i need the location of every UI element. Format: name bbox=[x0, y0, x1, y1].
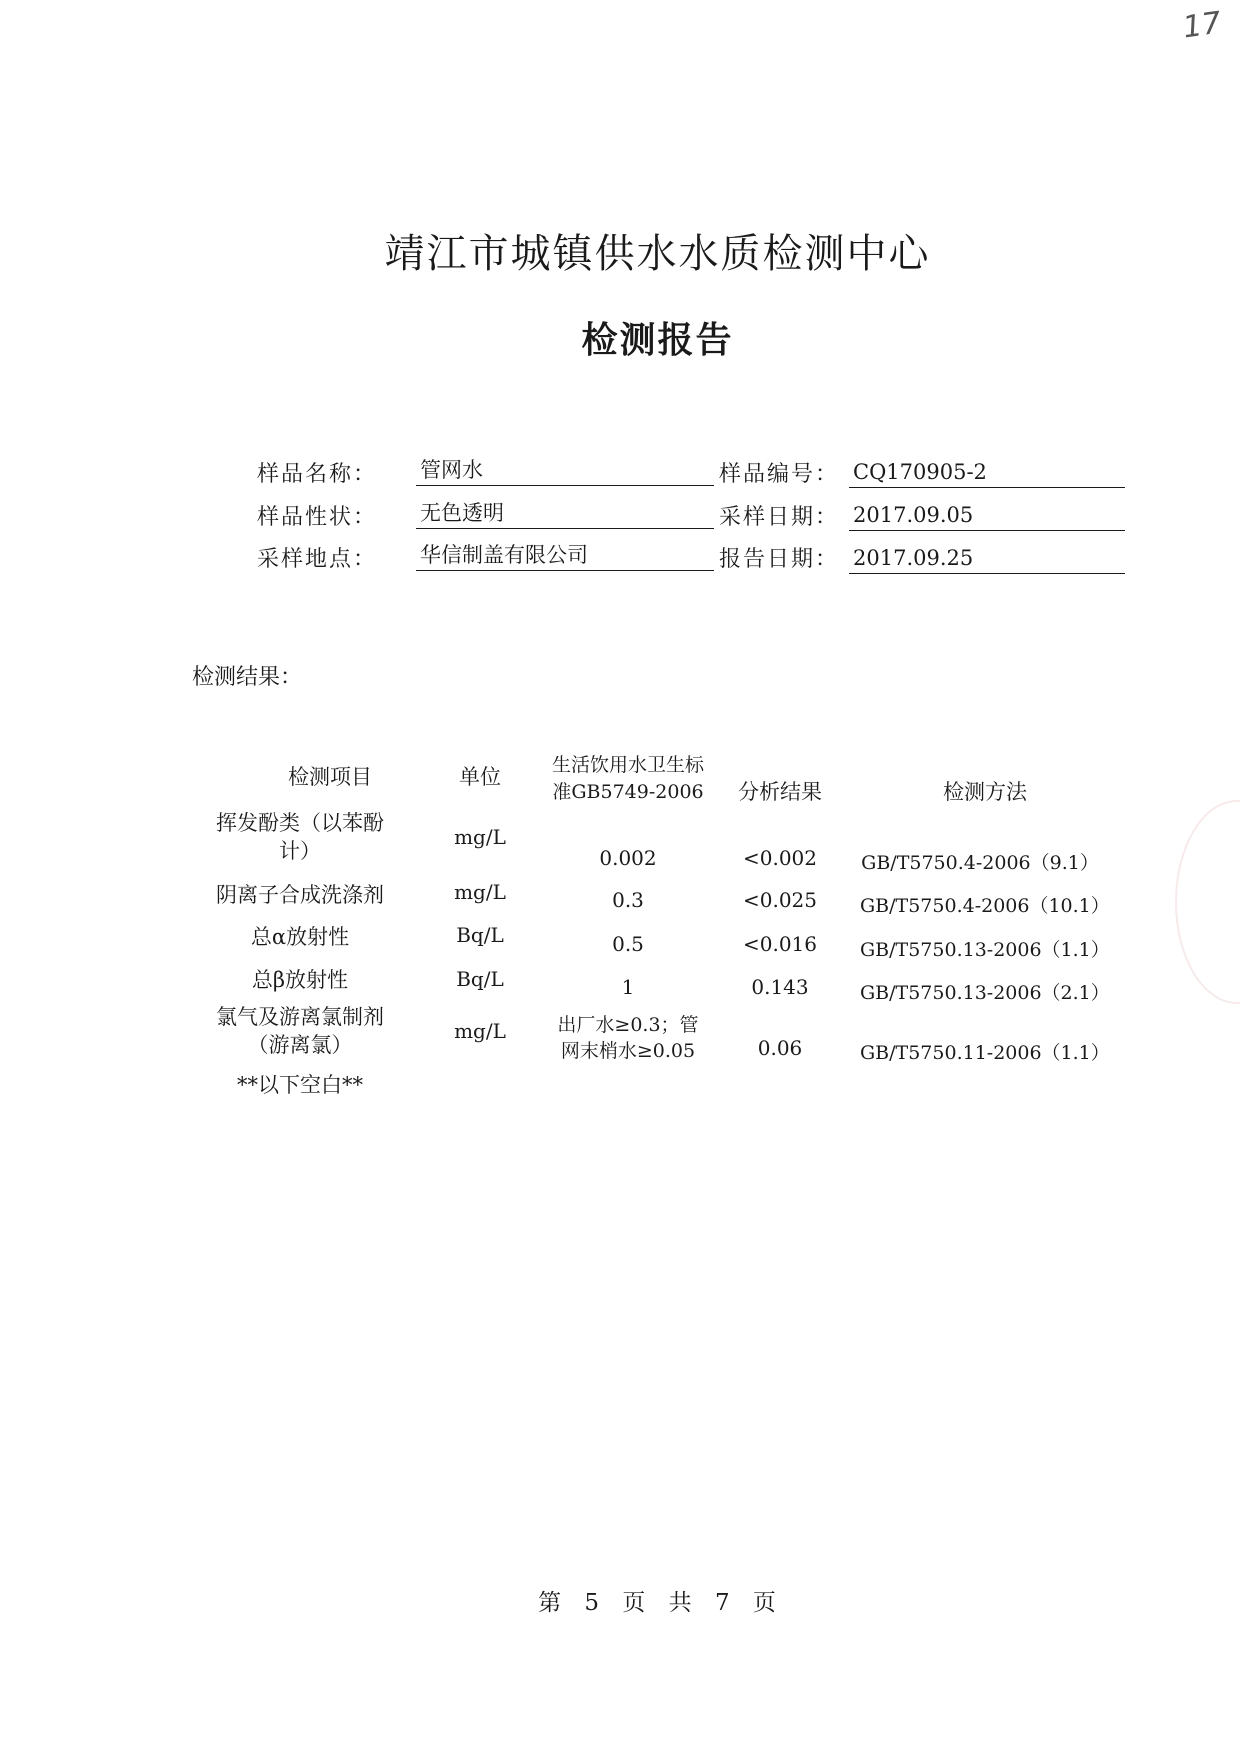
table-row-standard-line1: 出厂水≥0.3；管 bbox=[557, 1014, 699, 1036]
table-row-standard-line2: 网末梢水≥0.05 bbox=[560, 1040, 696, 1062]
sample-id-label: 样品编号： bbox=[719, 462, 840, 487]
header-unit: 单位 bbox=[459, 765, 501, 789]
header-item: 检测项目 bbox=[288, 765, 372, 789]
sample-property-value: 无色透明 bbox=[416, 500, 714, 529]
table-row-result: <0.025 bbox=[742, 888, 817, 912]
table-row-method: GB/T5750.13-2006（2.1） bbox=[860, 982, 1110, 1004]
report-date-value: 2017.09.25 bbox=[849, 545, 1125, 574]
table-row-method: GB/T5750.4-2006（9.1） bbox=[861, 852, 1099, 874]
report-date-label: 报告日期： bbox=[719, 547, 840, 572]
sampling-date-value: 2017.09.05 bbox=[849, 502, 1125, 531]
table-row-result: <0.016 bbox=[742, 932, 817, 956]
table-row-item-line1: 总α放射性 bbox=[250, 925, 350, 949]
sample-id-value: CQ170905-2 bbox=[849, 459, 1125, 488]
table-row-item-line2: 计） bbox=[279, 839, 321, 863]
table-row-item-line2: （游离氯） bbox=[247, 1033, 353, 1057]
sample-name-value: 管网水 bbox=[416, 457, 714, 486]
header-result: 分析结果 bbox=[738, 780, 822, 804]
table-row-standard: 0.5 bbox=[612, 932, 644, 956]
page-number: 第 5 页 共 7 页 bbox=[538, 1590, 777, 1616]
results-section-label: 检测结果： bbox=[192, 665, 303, 690]
table-row-unit: mg/L bbox=[454, 825, 506, 849]
table-row-unit: mg/L bbox=[454, 1019, 506, 1043]
header-method: 检测方法 bbox=[943, 780, 1027, 804]
header-standard-line1: 生活饮用水卫生标 bbox=[551, 754, 704, 776]
table-row-unit: mg/L bbox=[454, 880, 506, 904]
table-row-item-line1: 氯气及游离氯制剂 bbox=[216, 1005, 384, 1029]
table-row-standard: 0.002 bbox=[599, 846, 657, 870]
table-row-item-line1: 挥发酚类（以苯酚 bbox=[216, 811, 384, 835]
table-row-item-line1: 总β放射性 bbox=[251, 968, 349, 992]
table-row-unit: Bq/L bbox=[456, 967, 504, 991]
sampling-location-label: 采样地点： bbox=[257, 547, 378, 572]
table-row-result: 0.06 bbox=[757, 1036, 803, 1060]
sample-name-label: 样品名称： bbox=[257, 462, 378, 487]
table-row-method: GB/T5750.13-2006（1.1） bbox=[860, 939, 1110, 961]
report-title: 检测报告 bbox=[581, 319, 734, 361]
table-row-method: GB/T5750.4-2006（10.1） bbox=[860, 895, 1110, 917]
sample-property-label: 样品性状： bbox=[257, 505, 378, 530]
sampling-date-label: 采样日期： bbox=[719, 505, 840, 530]
table-row-result: 0.143 bbox=[751, 975, 809, 999]
faint-seal-mark bbox=[1175, 800, 1240, 1004]
table-row-method: GB/T5750.11-2006（1.1） bbox=[860, 1042, 1110, 1064]
table-row-unit: Bq/L bbox=[456, 923, 504, 947]
org-title: 靖江市城镇供水水质检测中心 bbox=[384, 231, 931, 277]
table-end-note: **以下空白** bbox=[237, 1073, 363, 1097]
page-corner-mark: 17 bbox=[1180, 5, 1224, 46]
table-row-item-line1: 阴离子合成洗涤剂 bbox=[216, 883, 384, 907]
sampling-location-value: 华信制盖有限公司 bbox=[416, 542, 714, 571]
header-standard-line2: 准GB5749-2006 bbox=[552, 781, 704, 803]
table-row-standard: 0.3 bbox=[612, 888, 644, 912]
table-row-standard: 1 bbox=[621, 975, 635, 999]
table-row-result: <0.002 bbox=[742, 846, 817, 870]
